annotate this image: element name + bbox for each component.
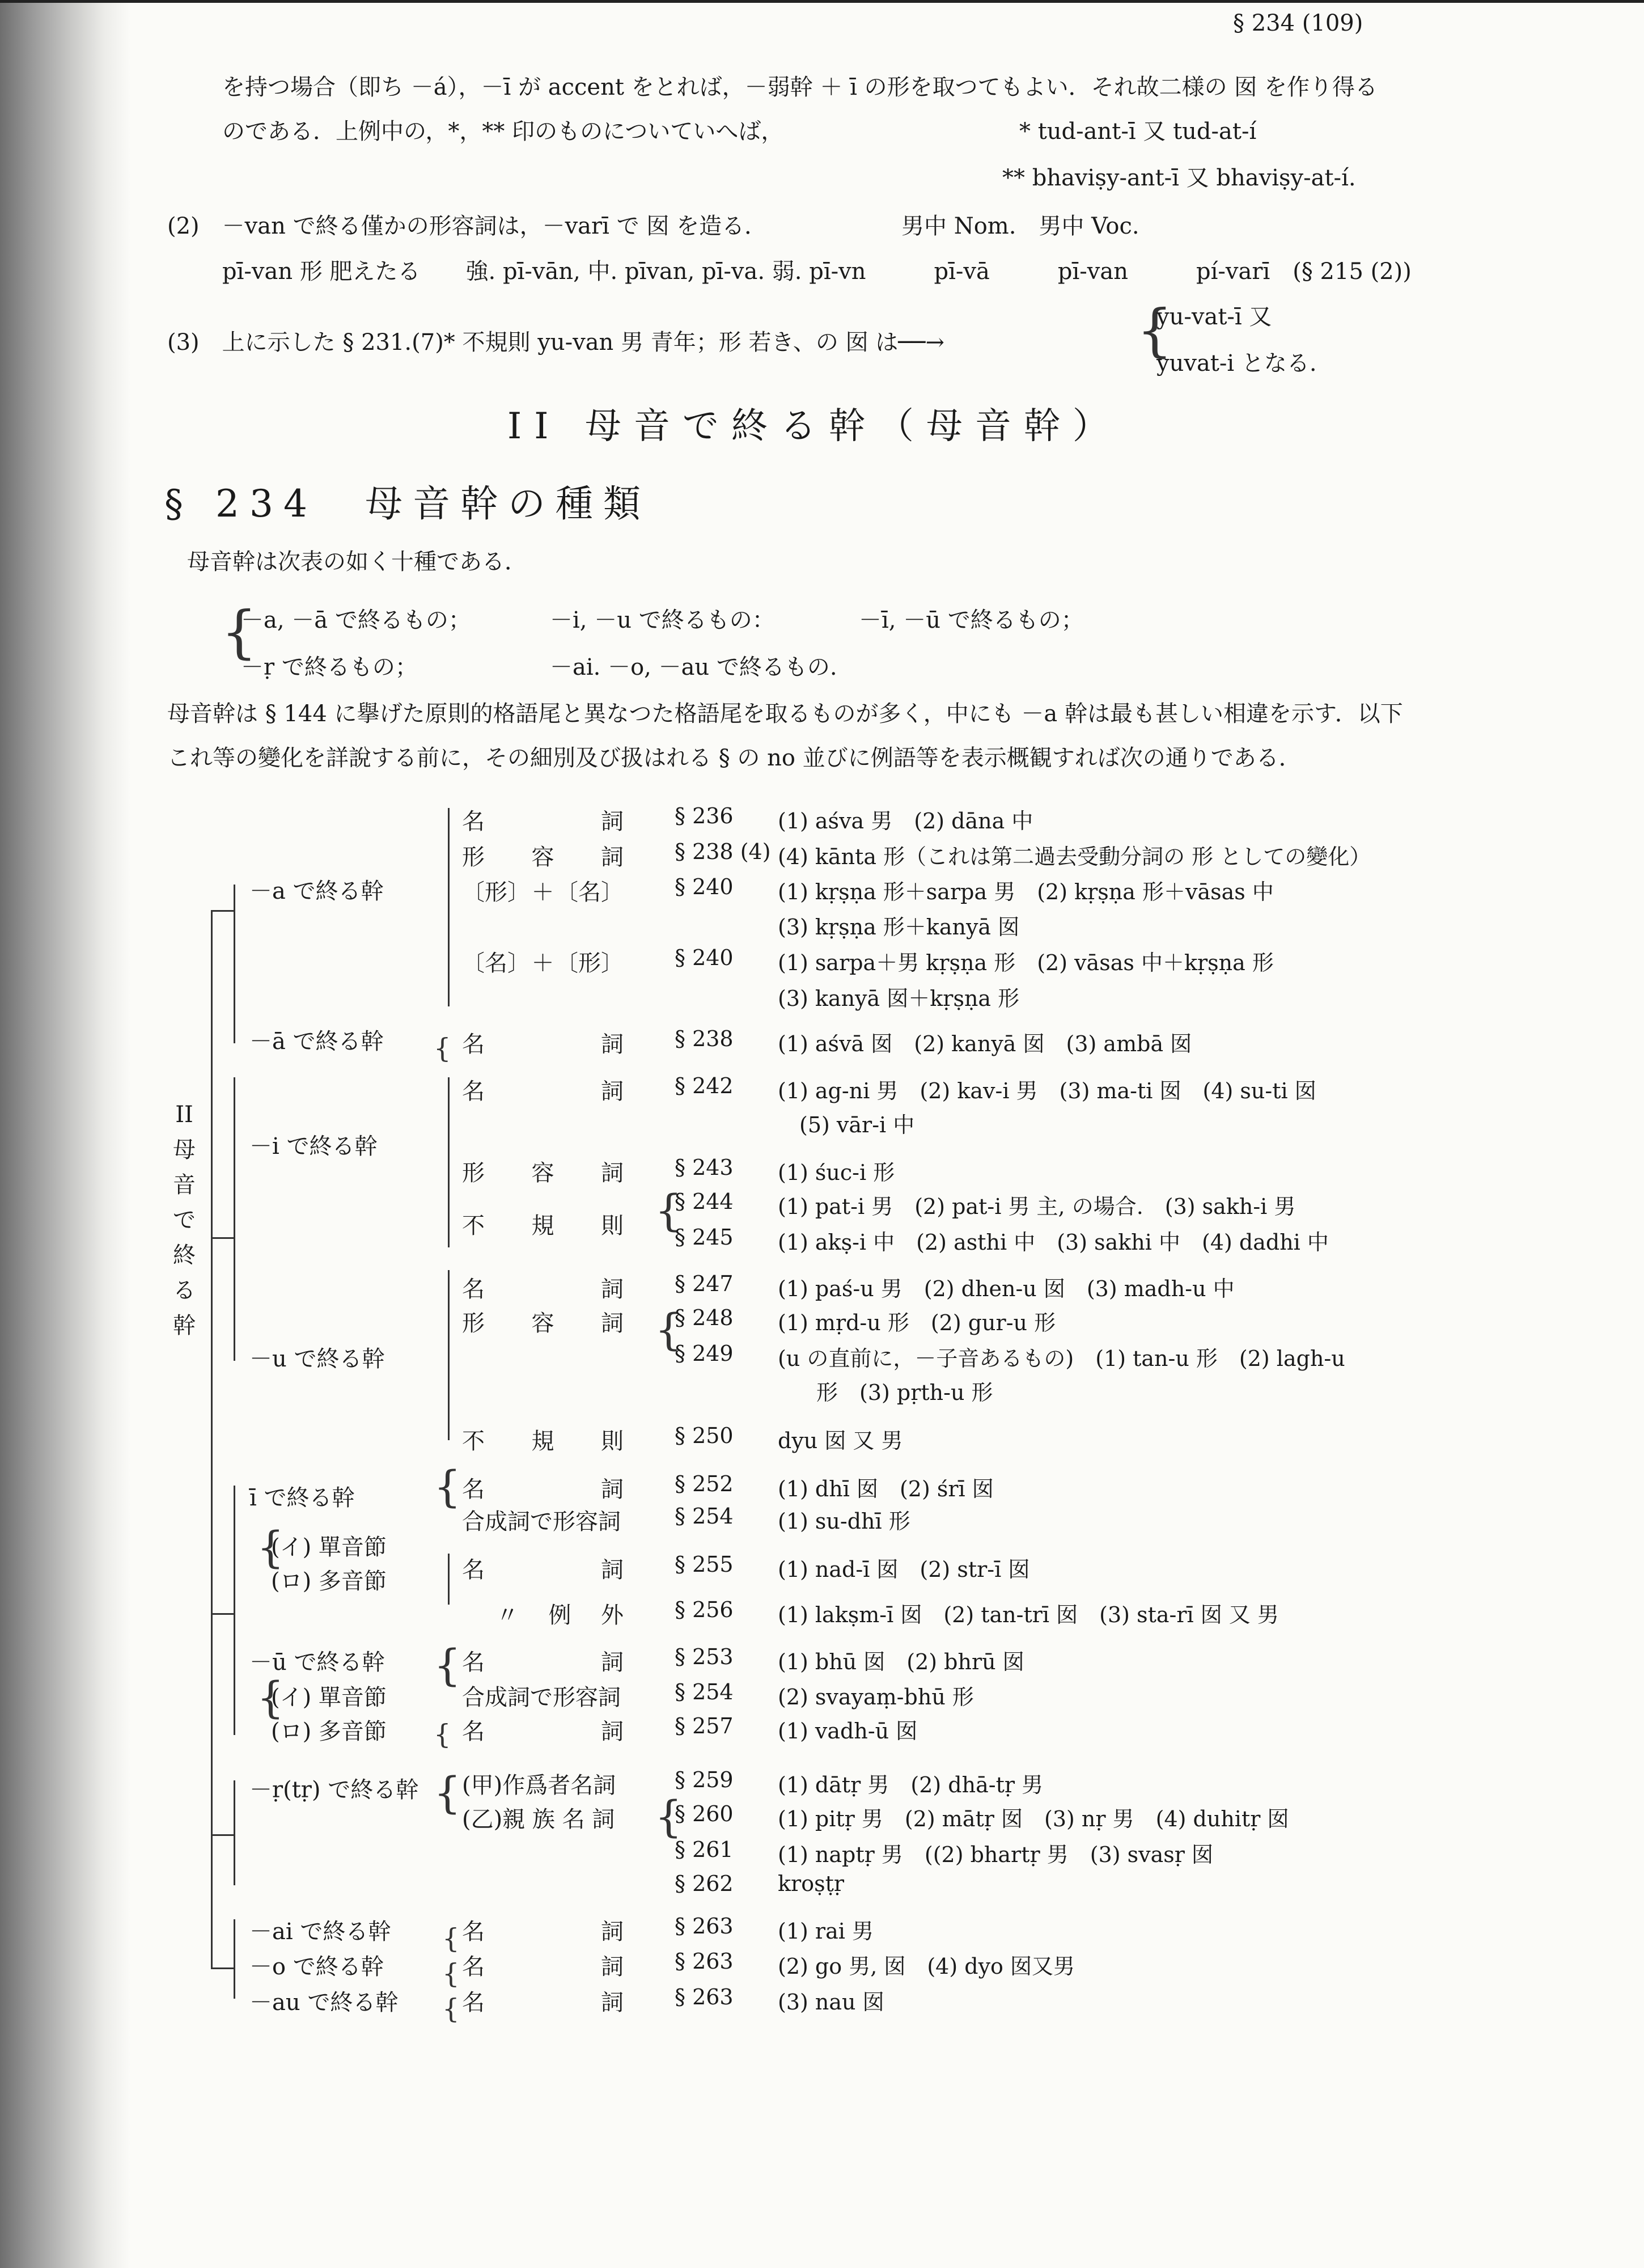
pos-noun: 名 詞 bbox=[462, 1276, 624, 1302]
rule-2-text: (2) －van で終る僅かの形容詞は，－varī で 囡 を造る． bbox=[167, 213, 768, 239]
row-section: § 238 bbox=[675, 1026, 734, 1051]
pos-adj: 形 容 詞 bbox=[462, 844, 624, 870]
page-shadow bbox=[0, 0, 130, 2268]
stem-aa: －ā で終る幹 bbox=[249, 1029, 384, 1055]
row-examples: (4) kānta 形（これは第二過去受動分詞の 形 としての變化） bbox=[778, 844, 1371, 869]
row-examples: (1) naptṛ 男 ((2) bhartṛ 男 (3) svasṛ 囡 bbox=[778, 1842, 1214, 1867]
tree-root-label: II 母 音 で 終 る 幹 bbox=[173, 1102, 196, 1339]
row-section: § 248 bbox=[675, 1305, 734, 1330]
pos-brace-o: { bbox=[442, 1958, 460, 1990]
pos-noun: 名 詞 bbox=[462, 809, 624, 835]
pos-agent-noun: (甲)作爲者名詞 bbox=[462, 1772, 616, 1799]
sec-brace-260: { bbox=[655, 1791, 683, 1842]
row-section: § 256 bbox=[675, 1597, 734, 1622]
stem-ii-sub-brace: { bbox=[257, 1522, 285, 1572]
stem-ii-sub-a: (イ) 單音節 bbox=[271, 1534, 387, 1560]
row-examples: 形 (3) pṛth-u 形 bbox=[816, 1380, 993, 1405]
pos-brace-aa: { bbox=[434, 1033, 451, 1064]
row-examples: (5) vār-i 中 bbox=[799, 1112, 915, 1137]
para-line-1: 母音幹は § 144 に擧げた原則的格語尾と異なつた格語尾を取るものが多く，中にも －a 幹は最も甚しい相違を示す．以下 bbox=[167, 701, 1403, 727]
section-heading: § 234 母音幹の種類 bbox=[164, 482, 651, 526]
row-section: § 242 bbox=[675, 1073, 734, 1098]
tree-trunk bbox=[211, 910, 213, 1967]
pos-exception: 〃 例 外 bbox=[496, 1602, 624, 1628]
intro-line-1: を持つ場合（即ち －á），－ī が accent をとれば，－弱幹 ＋ ī の形を取つてもよい．それ故二様の 囡 を作り得る bbox=[222, 74, 1378, 100]
row-section: § 240 bbox=[675, 874, 734, 899]
pos-irregular: 不 規 則 bbox=[462, 1213, 624, 1239]
pos-noun: 名 詞 bbox=[462, 1990, 624, 2016]
row-section: § 263 bbox=[675, 1914, 734, 1939]
stem-ii: ī で終る幹 bbox=[249, 1485, 355, 1511]
branch-a bbox=[211, 910, 234, 912]
pos-noun: 名 詞 bbox=[462, 1031, 624, 1057]
pos-brace-uu: { bbox=[434, 1640, 461, 1690]
branch-ii-uu bbox=[211, 1613, 234, 1615]
stem-i: －i で終る幹 bbox=[249, 1133, 378, 1160]
intro-example-1: * tud-ant-ī 又 tud-at-í bbox=[1019, 119, 1257, 145]
row-section: § 257 bbox=[675, 1713, 734, 1738]
pos-bracket-i bbox=[448, 1077, 450, 1247]
row-examples: (1) śuc-i 形 bbox=[778, 1160, 895, 1185]
sec-brace-244: { bbox=[655, 1185, 683, 1235]
stem-uu-sub-b: (ロ) 多音節 bbox=[271, 1719, 387, 1745]
row-section: § 263 bbox=[675, 1949, 734, 1974]
rule-3-text: (3) 上に示した § 231.(7)* 不規則 yu-van 男 青年；形 若き、の 囡 は──→ bbox=[167, 329, 944, 356]
pos-brace-r: { bbox=[434, 1767, 461, 1818]
row-section: § 260 bbox=[675, 1801, 734, 1826]
row-examples: kroṣṭṛ bbox=[778, 1871, 845, 1896]
row-examples: (1) nad-ī 囡 (2) str-ī 囡 bbox=[778, 1557, 1030, 1582]
row-section: § 250 bbox=[675, 1423, 734, 1448]
row-examples: (1) su-dhī 形 bbox=[778, 1509, 910, 1534]
branch-ai bbox=[211, 1967, 234, 1969]
part-heading: II 母音で終る幹（母音幹） bbox=[507, 405, 1121, 447]
row-examples: (2) go 男, 囡 (4) dyo 囡又男 bbox=[778, 1954, 1075, 1979]
row-section: § 245 bbox=[675, 1225, 734, 1250]
row-section: § 238 (4) bbox=[675, 839, 771, 864]
pos-irregular: 不 規 則 bbox=[462, 1428, 624, 1454]
para-line-2: これ等の變化を詳說する前に，その細別及び扱はれる § の no 並びに例語等を表示概観すれば次の通りである． bbox=[167, 745, 1302, 771]
pos-brace-uu-b: { bbox=[434, 1719, 451, 1750]
row-examples: (3) kṛṣṇa 形＋kanyā 囡 bbox=[778, 915, 1020, 940]
row-examples: (1) ag-ni 男 (2) kav-i 男 (3) ma-ti 囡 (4) su-ti 囡 bbox=[778, 1078, 1316, 1103]
group-a-bracket bbox=[234, 885, 235, 1043]
pos-kinship-noun: (乙)親 族 名 詞 bbox=[462, 1806, 615, 1833]
row-section: § 236 bbox=[675, 803, 734, 828]
row-section: § 240 bbox=[675, 945, 734, 970]
branch-r bbox=[211, 1834, 234, 1836]
row-section: § 247 bbox=[675, 1271, 734, 1296]
pos-brace-ii: { bbox=[434, 1461, 461, 1512]
pos-noun: 名 詞 bbox=[462, 1954, 624, 1980]
pos-noun: 名 詞 bbox=[462, 1649, 624, 1675]
pos-compound-adj: 合成詞で形容詞 bbox=[462, 1509, 621, 1535]
class-r: －ṛ で終るもの； bbox=[241, 654, 418, 680]
stem-au: －au で終る幹 bbox=[249, 1990, 399, 2016]
pos-brace-au: { bbox=[442, 1993, 460, 2025]
row-examples: (1) pitṛ 男 (2) mātṛ 囡 (3) nṛ 男 (4) duhitṛ 囡 bbox=[778, 1806, 1289, 1831]
pos-noun-plus-adj: 〔名〕 ＋ 〔形〕 bbox=[462, 950, 624, 976]
pos-noun: 名 詞 bbox=[462, 1476, 624, 1503]
row-examples: (u の直前に，－子音あるもの) (1) tan-u 形 (2) lagh-u bbox=[778, 1346, 1345, 1371]
pos-noun: 名 詞 bbox=[462, 1719, 624, 1745]
row-examples: (1) pat-i 男 (2) pat-i 男 主, の場合. (3) sakh-i 男 bbox=[778, 1194, 1296, 1219]
row-examples: (1) rai 男 bbox=[778, 1919, 874, 1944]
pos-brace-ai: { bbox=[442, 1923, 460, 1954]
row-section: § 255 bbox=[675, 1552, 734, 1577]
class-i-u: －i, －u で終るもの： bbox=[550, 607, 775, 633]
row-section: § 254 bbox=[675, 1504, 734, 1529]
row-examples: (1) mṛd-u 形 (2) gur-u 形 bbox=[778, 1310, 1056, 1335]
row-section: § 253 bbox=[675, 1644, 734, 1669]
stem-u: －u で終る幹 bbox=[249, 1346, 385, 1372]
rule-3-result-1: yu-vat-ī 又 bbox=[1156, 304, 1272, 330]
row-examples: (2) svayaṃ-bhū 形 bbox=[778, 1685, 974, 1710]
row-section: § 244 bbox=[675, 1189, 734, 1214]
stem-uu-sub-a: (イ) 單音節 bbox=[271, 1685, 387, 1711]
intro-example-2: ** bhaviṣy-ant-ī 又 bhaviṣy-at-í. bbox=[1002, 165, 1356, 191]
row-examples: (1) dhī 囡 (2) śrī 囡 bbox=[778, 1476, 994, 1501]
row-examples: (1) kṛṣṇa 形＋sarpa 男 (2) kṛṣṇa 形＋vāsas 中 bbox=[778, 879, 1274, 904]
stem-o: －o で終る幹 bbox=[249, 1954, 384, 1980]
class-ii-uu: －ī, －ū で終るもの； bbox=[859, 607, 1084, 633]
rule-2-forms: pī-van 形 肥えたる 強. pī-vān, 中. pīvan, pī-va. 弱. pī-vn pī-vā pī-van pí-varī (§ 215 (2)) bbox=[222, 259, 1412, 285]
stem-ai: －ai で終る幹 bbox=[249, 1919, 391, 1945]
row-section: § 262 bbox=[675, 1871, 734, 1896]
row-examples: (1) paś-u 男 (2) dhen-u 囡 (3) madh-u 中 bbox=[778, 1276, 1235, 1301]
classes-brace: { bbox=[221, 599, 257, 665]
row-section: § 243 bbox=[675, 1155, 734, 1180]
class-a: －a, －ā で終るもの； bbox=[241, 607, 471, 633]
pos-bracket-a bbox=[448, 808, 450, 1006]
group-ii-uu-bracket bbox=[234, 1486, 235, 1735]
pos-compound-adj: 合成詞で形容詞 bbox=[462, 1685, 621, 1711]
pos-noun: 名 詞 bbox=[462, 1557, 624, 1583]
stem-a: －a で終る幹 bbox=[249, 878, 384, 904]
pos-noun: 名 詞 bbox=[462, 1078, 624, 1105]
rule-3-brace: { bbox=[1137, 297, 1173, 363]
group-ai-bracket bbox=[234, 1919, 235, 1999]
row-section: § 259 bbox=[675, 1767, 734, 1792]
pos-bracket-ii-b bbox=[448, 1554, 450, 1605]
sec-brace-248: { bbox=[655, 1304, 683, 1355]
intro-line-2: のである．上例中の，*，** 印のものについていへば， bbox=[222, 119, 784, 145]
group-i-u-bracket bbox=[234, 1077, 235, 1361]
pos-adj: 形 容 詞 bbox=[462, 1310, 624, 1336]
running-header: § 234 (109) bbox=[1233, 10, 1363, 36]
top-rule bbox=[0, 0, 1644, 3]
row-section: § 261 bbox=[675, 1837, 734, 1862]
row-examples: (1) akṣ-i 中 (2) asthi 中 (3) sakhi 中 (4) dadhi 中 bbox=[778, 1230, 1329, 1255]
section-intro: 母音幹は次表の如く十種である． bbox=[187, 549, 527, 575]
row-section: § 252 bbox=[675, 1471, 734, 1496]
row-section: § 254 bbox=[675, 1679, 734, 1704]
row-examples: (3) kanyā 囡＋kṛṣṇa 形 bbox=[778, 986, 1020, 1011]
row-examples: (1) aśva 男 (2) dāna 中 bbox=[778, 809, 1033, 833]
row-examples: (3) nau 囡 bbox=[778, 1990, 884, 2015]
stem-r: －ṛ(tṛ) で終る幹 bbox=[249, 1777, 419, 1803]
stem-uu: －ū で終る幹 bbox=[249, 1649, 385, 1675]
pos-bracket-u bbox=[448, 1270, 450, 1440]
row-examples: (1) bhū 囡 (2) bhrū 囡 bbox=[778, 1649, 1024, 1674]
rule-3-result-2: yuvat-i となる. bbox=[1156, 350, 1317, 376]
stem-ii-sub-b: (ロ) 多音節 bbox=[271, 1568, 387, 1594]
rule-2-cases: 男中 Nom. 男中 Voc. bbox=[901, 213, 1139, 239]
row-section: § 263 bbox=[675, 1984, 734, 2009]
row-examples: (1) aśvā 囡 (2) kanyā 囡 (3) ambā 囡 bbox=[778, 1031, 1192, 1056]
pos-adj-plus-noun: 〔形〕 ＋ 〔名〕 bbox=[462, 879, 624, 905]
row-examples: (1) lakṣm-ī 囡 (2) tan-trī 囡 (3) sta-rī 囡 又 男 bbox=[778, 1602, 1279, 1627]
row-examples: dyu 囡 又 男 bbox=[778, 1428, 903, 1453]
class-ai-o-au: －ai. －o, －au で終るもの. bbox=[550, 654, 837, 680]
stem-uu-sub-brace: { bbox=[257, 1672, 285, 1723]
group-r-bracket bbox=[234, 1780, 235, 1885]
row-examples: (1) dātṛ 男 (2) dhā-tṛ 男 bbox=[778, 1772, 1044, 1797]
row-examples: (1) sarpa＋男 kṛṣṇa 形 (2) vāsas 中＋kṛṣṇa 形 bbox=[778, 950, 1274, 975]
branch-i-u bbox=[211, 1237, 234, 1239]
pos-noun: 名 詞 bbox=[462, 1919, 624, 1945]
row-examples: (1) vadh-ū 囡 bbox=[778, 1719, 918, 1744]
pos-adj: 形 容 詞 bbox=[462, 1160, 624, 1186]
row-section: § 249 bbox=[675, 1341, 734, 1366]
